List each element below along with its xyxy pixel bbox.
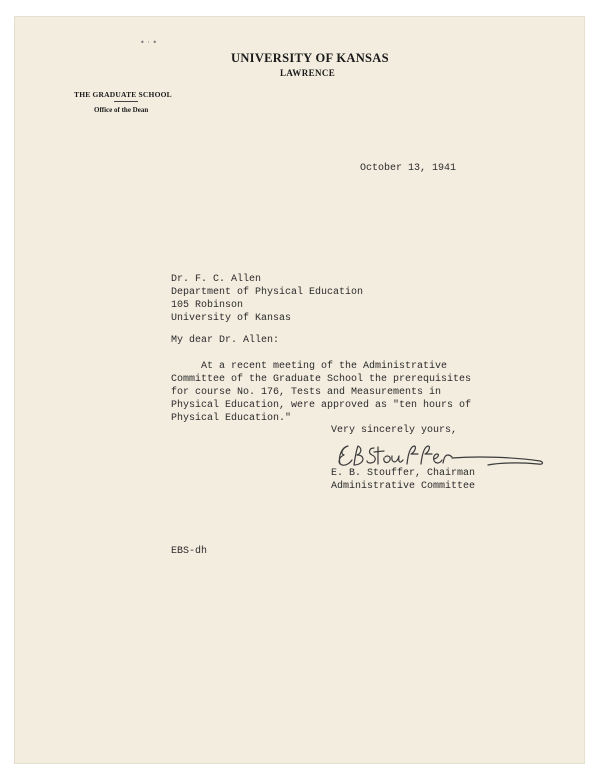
- school-name: THE GRADUATE SCHOOL: [74, 90, 172, 99]
- recipient-address: [171, 273, 363, 325]
- signer-name-title: E. B. Stouffer, Chairman: [331, 468, 476, 479]
- office-name: Office of the Dean: [94, 106, 149, 114]
- body-line: for course No. 176, Tests and Measurements in: [171, 387, 442, 398]
- body-line: Committee of the Graduate School the prerequisites: [171, 374, 472, 385]
- recipient-name: Dr. F. C. Allen: [171, 274, 262, 285]
- university-city: LAWRENCE: [280, 68, 336, 78]
- recipient-building: 105 Robinson: [171, 300, 244, 311]
- university-name: UNIVERSITY OF KANSAS: [231, 51, 389, 65]
- letterhead-divider: [114, 101, 138, 102]
- recipient-institution: University of Kansas: [171, 313, 292, 324]
- letter-body: [171, 360, 471, 425]
- recipient-department: Department of Physical Education: [171, 287, 364, 298]
- body-line: Physical Education.": [171, 413, 292, 424]
- body-line: At a recent meeting of the Administrative: [171, 361, 448, 372]
- signer-committee: Administrative Committee: [331, 481, 476, 492]
- corner-marks: • · •: [140, 38, 158, 47]
- salutation: My dear Dr. Allen:: [171, 335, 280, 346]
- letter-date: October 13, 1941: [360, 163, 457, 174]
- signer-block: [331, 467, 475, 493]
- reference-initials: EBS-dh: [171, 546, 208, 557]
- body-line: Physical Education, were approved as "ten hours of: [171, 400, 472, 411]
- closing: Very sincerely yours,: [331, 425, 458, 436]
